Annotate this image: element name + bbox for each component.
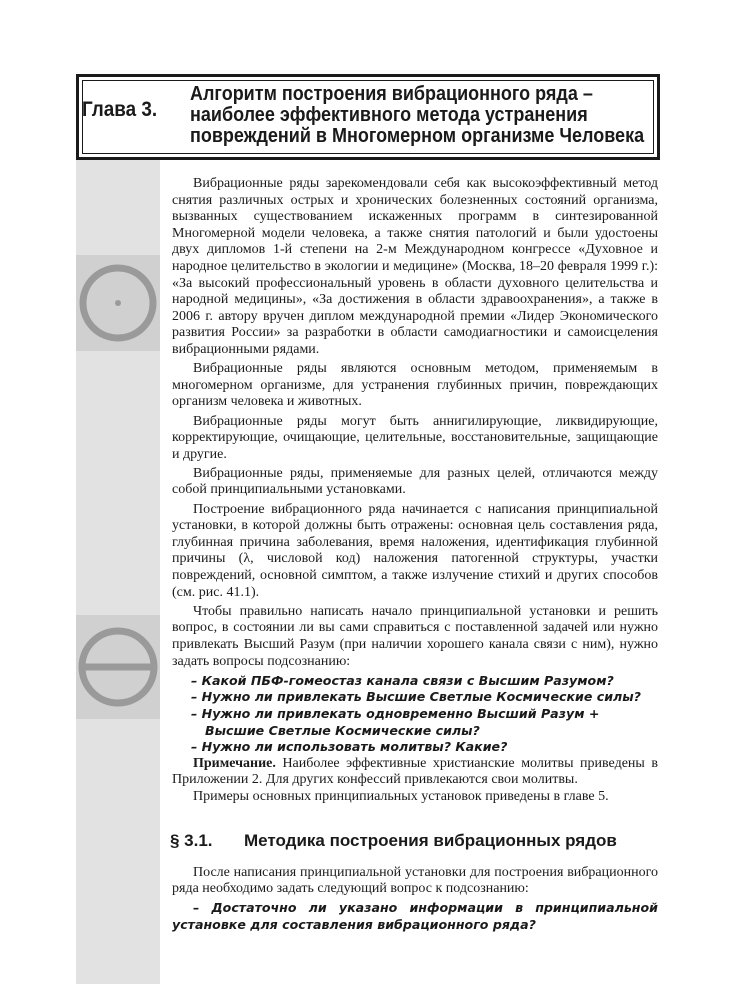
section-title: Методика построения вибрационных рядов <box>244 830 617 850</box>
section-number: § 3.1. <box>170 830 213 850</box>
circle-dot-symbol-band <box>76 255 160 351</box>
main-text <box>172 176 658 934</box>
chapter-title-line: повреждений в Многомерном организме Человека <box>190 125 645 147</box>
section-question: – Достаточно ли указано информации в принципиальной установке для составления вибрационного ряда? <box>172 900 658 932</box>
paragraph: После написания принципиальной установки для построения вибрационного ряда необходимо задать следующий вопрос к подсознанию: <box>172 864 658 897</box>
section-heading <box>170 831 658 851</box>
circle-bar-icon <box>76 615 160 719</box>
note-paragraph <box>172 756 658 789</box>
paragraph: Примеры основных принципиальных установок приведены в главе 5. <box>193 788 609 804</box>
question-item: – Нужно ли привлекать Высшие Светлые Космические силы? <box>191 689 641 705</box>
circle-dot-icon <box>76 255 160 351</box>
chapter-label: Глава 3. <box>82 98 158 121</box>
note-label: Примечание. <box>193 755 276 771</box>
chapter-title <box>190 84 658 147</box>
paragraph: Построение вибрационного ряда начинается с написания принципиальной установки, в которой должны быть отражены: основная цель составления ряда, глубинная причина заболевания, время наложения, идентификация глубинной причины (λ, числовой код) наложения патогенной структуры, участки повреждений, основной симптом, а также излучение стихий и других способов (см. рис. 41.1). <box>172 501 658 600</box>
question-item: – Нужно ли использовать молитвы? Какие? <box>191 739 508 755</box>
paragraph: Вибрационные ряды зарекомендовали себя как высокоэффективный метод снятия различных острых и хронических болезненных состояний организма, вызванных существованием искаженных программ в синтезированной Многомерной модели человека, а также снятия патологий и были удостоены двух дипломов 1-й степени на 2-м Международном конгрессе «Духовное и народное целительство в экологии и медицине» (Москва, 18–20 февраля 1999 г.): «За высокий профессиональный уровень в области духовного целительства и народной медицины», «За достижения в области здравоохранения», а также в 2006 г. автору вручен диплом международной премии «Лидер Экономического развития России» за разработки в области самодиагностики и самоисцеления вибрационными рядами. <box>172 176 658 357</box>
question-item: – Нужно ли привлекать одновременно Высший Разум + Высшие Светлые Космические силы? <box>191 705 600 738</box>
paragraph: Вибрационные ряды являются основным методом, применяемым в многомерном организме, для устранения глубинных причин, повреждающих организм человека и животных. <box>172 361 658 410</box>
chapter-title-line: Алгоритм построения вибрационного ряда – <box>190 83 593 105</box>
circle-bar-symbol-band <box>76 615 160 719</box>
note-text: Наиболее эффективные христианские молитвы приведены в Приложении 2. Для других конфессий привлекаются свои молитвы. <box>172 755 658 788</box>
paragraph: Чтобы правильно написать начало принципиальной установки и решить вопрос, в состоянии ли вы сами справиться с поставленной задачей или нужно привлекать Высший Разум (при наличии хорошего канала связи с ним), нужно задать вопросы подсознанию: <box>172 603 658 669</box>
paragraph: Вибрационные ряды, применяемые для разных целей, отличаются между собой принципиальными установками. <box>172 465 658 498</box>
question-item: – Какой ПБФ-гомеостаз канала связи с Высшим Разумом? <box>191 672 614 688</box>
chapter-title-line: наиболее эффективного метода устранения <box>190 104 588 126</box>
paragraph: Вибрационные ряды могут быть аннигилирующие, ликвидирующие, корректирующие, очищающие, целительные, восстановительные, защищающие и другие. <box>172 413 658 462</box>
